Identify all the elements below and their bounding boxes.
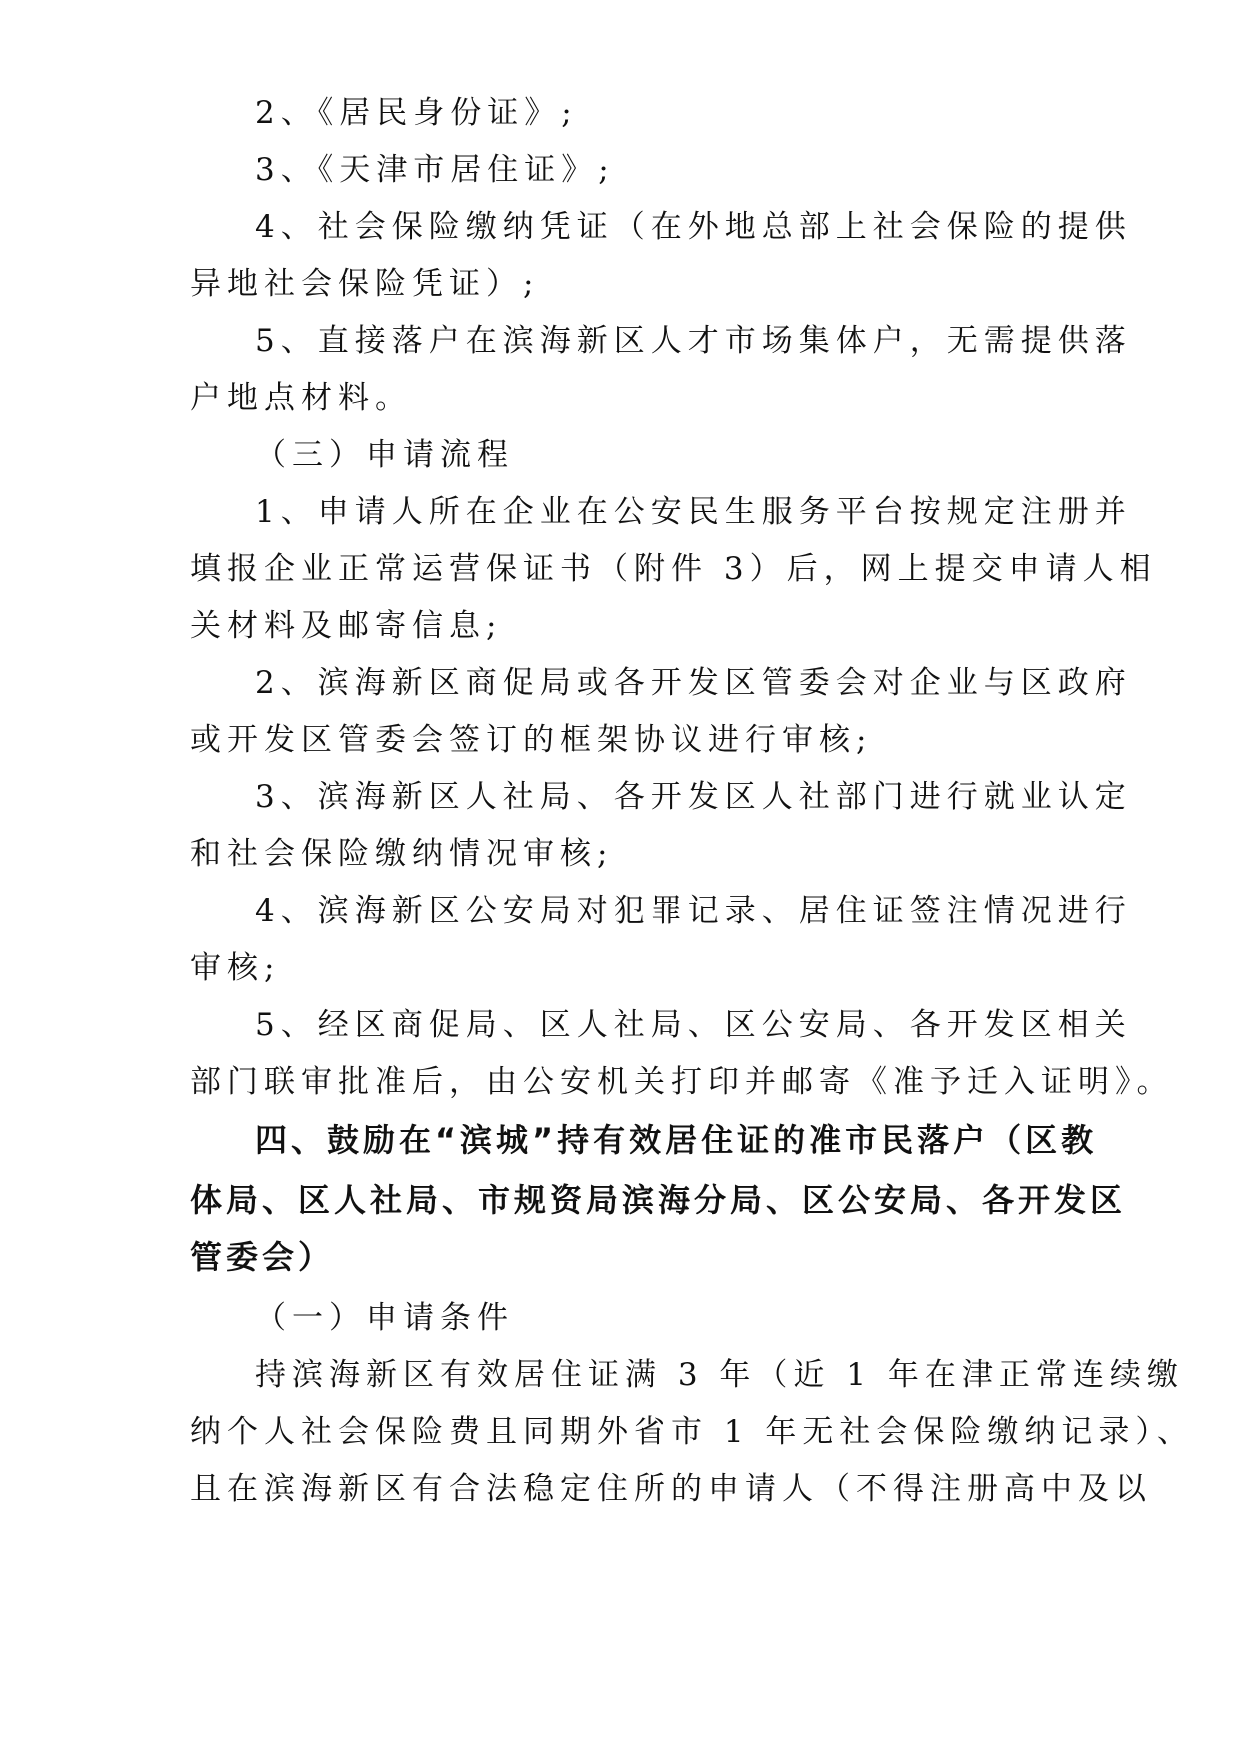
section-heading-four-cont: 管委会） bbox=[190, 1238, 335, 1276]
process-step-5: 5、经区商促局、区人社局、区公安局、各开发区相关 bbox=[255, 1007, 1132, 1043]
section-heading-application-process: （三）申请流程 bbox=[255, 437, 514, 473]
paragraph-line: 纳个人社会保险费且同期外省市 1 年无社会保险缴纳记录）、 bbox=[190, 1414, 1194, 1450]
process-step-3: 3、滨海新区人社局、各开发区人社部门进行就业认定 bbox=[255, 779, 1132, 815]
list-item-direct-settlement: 5、直接落户在滨海新区人才市场集体户，无需提供落 bbox=[255, 323, 1132, 359]
paragraph-line: 部门联审批准后，由公安机关打印并邮寄《准予迁入证明》。 bbox=[190, 1064, 1174, 1100]
paragraph-line: 关材料及邮寄信息; bbox=[190, 608, 503, 644]
list-item-residence-permit: 3、《天津市居住证》; bbox=[255, 152, 615, 188]
process-step-2: 2、滨海新区商促局或各开发区管委会对企业与区政府 bbox=[255, 665, 1132, 701]
paragraph-line: 异地社会保险凭证）; bbox=[190, 266, 540, 302]
paragraph-conditions: 持滨海新区有效居住证满 3 年（近 1 年在津正常连续缴 bbox=[255, 1357, 1184, 1393]
paragraph-line: 户地点材料。 bbox=[190, 380, 412, 416]
paragraph-line: 审核; bbox=[190, 950, 281, 986]
process-step-4: 4、滨海新区公安局对犯罪记录、居住证签注情况进行 bbox=[255, 893, 1132, 929]
paragraph-line: 和社会保险缴纳情况审核; bbox=[190, 836, 614, 872]
section-heading-four-cont: 体局、区人社局、市规资局滨海分局、区公安局、各开发区 bbox=[190, 1181, 1127, 1219]
list-item-social-insurance: 4、社会保险缴纳凭证（在外地总部上社会保险的提供 bbox=[255, 209, 1132, 245]
list-item-id-card: 2、《居民身份证》; bbox=[255, 95, 578, 131]
process-step-1: 1、申请人所在企业在公安民生服务平台按规定注册并 bbox=[255, 494, 1132, 530]
section-heading-application-conditions: （一）申请条件 bbox=[255, 1300, 514, 1336]
paragraph-line: 或开发区管委会签订的框架协议进行审核; bbox=[190, 722, 873, 758]
paragraph-line: 且在滨海新区有合法稳定住所的申请人（不得注册高中及以 bbox=[190, 1471, 1152, 1507]
section-heading-four: 四、鼓励在“滨城”持有效居住证的准市民落户（区教 bbox=[255, 1121, 1098, 1159]
paragraph-line: 填报企业正常运营保证书（附件 3）后，网上提交申请人相 bbox=[190, 551, 1157, 587]
